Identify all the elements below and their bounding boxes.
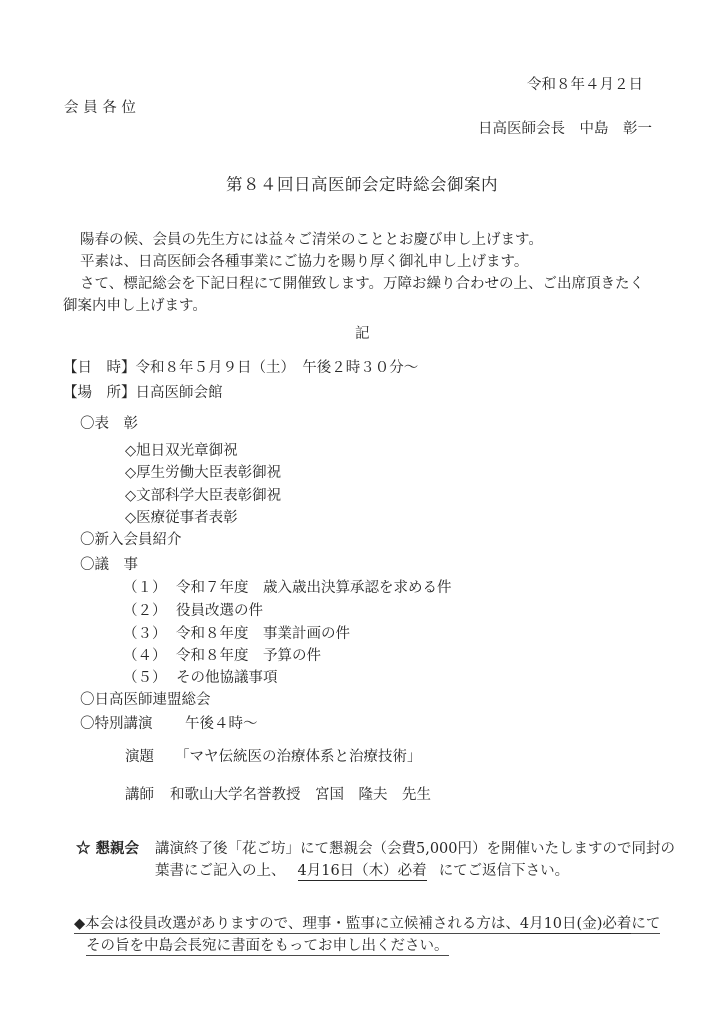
- agenda-item-number: （３）: [123, 626, 167, 642]
- social-line-suffix: にてご返信下さい。: [438, 863, 570, 879]
- agenda-heading: 〇議 事: [80, 557, 138, 573]
- social-line: 講演終了後「花ご坊」にて懇親会（会費5,000円）を開催いたしますので同封の: [155, 841, 676, 857]
- venue-label: 【場 所】: [63, 385, 136, 401]
- lecture-speaker: 和歌山大学名誉教授 宮国 隆夫 先生: [170, 787, 431, 803]
- venue-value: 日高医師会館: [135, 385, 223, 401]
- award-item: ◇文部科学大臣表彰御祝: [125, 488, 282, 504]
- sender: 日高医師会長 中島 彰一: [478, 121, 652, 137]
- agenda-item-text: 令和８年度 事業計画の件: [176, 626, 350, 642]
- issue-date: 令和８年４月２日: [527, 77, 643, 93]
- agenda-item-text: 令和７年度 歳入歳出決算承認を求める件: [176, 580, 452, 596]
- intro-line: さて、標記総会を下記日程にて開催致します。万障お繰り合わせの上、ご出席頂きたく: [80, 276, 645, 292]
- awards-heading: 〇表 彰: [80, 416, 138, 432]
- notice-line: [74, 917, 660, 932]
- intro-line: 陽春の候、会員の先生方には益々ご清栄のこととお慶び申し上げます。: [80, 232, 543, 248]
- intro-line: 御案内申し上げます。: [63, 298, 207, 314]
- notice-deadline: 4月10日(金)必着: [519, 916, 632, 932]
- agenda-item-text: 役員改選の件: [176, 603, 263, 619]
- social-line: [155, 864, 569, 879]
- notice-line-suffix: にて: [631, 916, 661, 932]
- schedule-datetime: [63, 361, 418, 376]
- intro-line: 平素は、日高医師会各種事業にご協力を賜り厚く御礼申し上げます。: [80, 254, 529, 270]
- agenda-item-text: 令和８年度 予算の件: [176, 648, 321, 664]
- lecture-speaker-label: 講師: [125, 787, 154, 803]
- notice-line-prefix: ◆本会は役員改選がありますので、理事・監事に立候補される方は、: [74, 916, 520, 932]
- social-heading: ☆ 懇親会: [76, 840, 140, 857]
- league-meeting-heading: 〇日高医師連盟総会: [80, 692, 211, 708]
- datetime-value: 令和８年５月９日（土） 午後２時３０分～: [135, 360, 419, 376]
- document-title: 第８４回日高医師会定時総会御案内: [226, 175, 498, 194]
- social-line-prefix: 葉書にご記入の上、: [155, 863, 286, 879]
- agenda-item-number: （１）: [123, 580, 167, 596]
- lecture-title: 「マヤ伝統医の治療体系と治療技術」: [175, 749, 422, 765]
- award-item: ◇厚生労働大臣表彰御祝: [125, 465, 282, 481]
- schedule-venue: [63, 386, 223, 401]
- agenda-item-number: （４）: [123, 648, 167, 664]
- ki-heading: 記: [355, 326, 370, 342]
- agenda-item-number: （５）: [123, 670, 167, 686]
- agenda-item-number: （２）: [123, 603, 167, 619]
- award-item: ◇旭日双光章御祝: [125, 443, 238, 459]
- datetime-label: 【日 時】: [63, 360, 136, 376]
- agenda-item-text: その他協議事項: [176, 670, 278, 686]
- lecture-title-label: 演題: [125, 749, 154, 765]
- award-item: ◇医療従事者表彰: [125, 510, 238, 526]
- notice-line: [86, 939, 449, 954]
- lecture-time: 午後４時～: [185, 716, 258, 732]
- social-deadline: 4月16日（木）必着: [297, 863, 427, 879]
- new-members-heading: 〇新入会員紹介: [80, 532, 182, 548]
- lecture-heading: 〇特別講演: [80, 716, 153, 732]
- notice-line-text: その旨を中島会長宛に書面をもってお申し出ください。: [86, 938, 449, 954]
- addressee: 会 員 各 位: [64, 100, 136, 116]
